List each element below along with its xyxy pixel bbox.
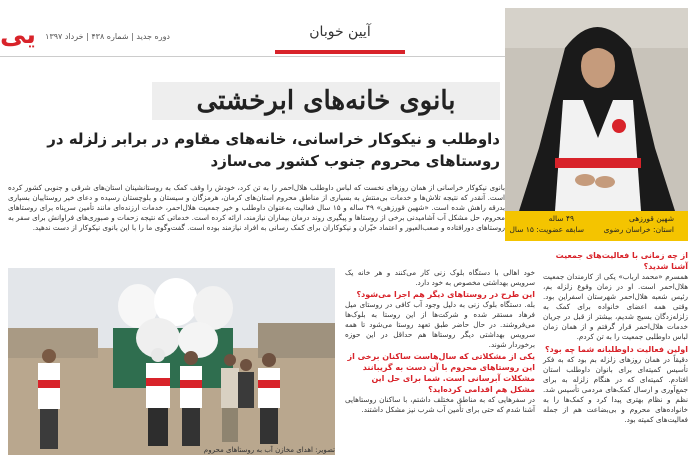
interview-answer: بله. دستگاه بلوک زنی به دلیل وجود آب کافی در روستای میل فرهاد مستقر شده و شرکت‌ها از این روستا به بلوک‌ها می‌فروشند. در حال حاضر طبق تعهد روستا می‌شود تا همه سرویس بهداشتی دیگر روستاها هم حداقل در این حوزه برخوردار شوند. [345, 300, 535, 349]
interview-middle-column [345, 268, 535, 455]
issue-line: دوره جدید | شماره ۴۳۸ | خرداد ۱۳۹۷ [45, 32, 170, 41]
subheadline: داوطلب و نیکوکار خراسانی، خانه‌های مقاوم در برابر زلزله در روستاهای محروم جنوب کشور می‌سازد [47, 130, 500, 170]
profile-tenure: سابقه عضویت: ۱۵ سال [509, 225, 584, 234]
section-rule [275, 50, 405, 54]
profile-province: استان: خراسان رضوی [603, 225, 674, 234]
profile-caption-box [505, 211, 688, 241]
profile-age: ۴۹ ساله [548, 214, 574, 223]
portrait-photo [505, 8, 688, 211]
interview-answer: در سفرهایی که به مناطق مختلف داشتم، با ساکنان روستاهایی آشنا شدم که حتی برای تأمین آب شرب نیز مشکل داشتند. [345, 395, 535, 414]
profile-name: شهین قورزهی [628, 214, 674, 223]
interview-question: یکی از مشکلاتی که سال‌هاست ساکنان برخی از این روستاهای محروم با آن دست به گریبانند مشکلات آبرسانی است. شما برای حل این مشکل هم اقدامی کرده‌اید؟ [347, 352, 535, 394]
interview-question: از چه زمانی با فعالیت‌های جمعیت آشنا شدید؟ [555, 251, 688, 271]
header-divider [0, 56, 530, 57]
article-photo [8, 268, 335, 455]
intro-paragraph: بانوی نیکوکار خراسانی از همان روزهای نخست که لباس داوطلب هلال‌احمر را به تن کرد، خودش را وقف کمک به روستانشینان استان‌های شرقی و جنوبی کشور کرده است. آنقدر که نتیجه تلاش‌ها و خدمات بی‌منتش به بسیاری از مناطق محروم استان‌های کرمان، هرمزگان و سیستان و بلوچستان رسیده و دعای خیر روستاییان بسیاری بدرقه راهش شده است. «شهین قورزهی» ۴۹ ساله و ۱۵ سال فعالیت به‌عنوان داوطلب و خیر جمعیت هلال‌احمر، خدمات ارزنده‌ای مانند تأمین سرپناه برای روستاهای محروم، حل مشکل آب آشامیدنی برخی از روستاها و پیگیری روند درمان بیماران نیازمند، ارائه کرده است. خدماتی که نتیجه زحمات و صبوری‌های فراوانش برای سفر به روستاهای دورافتاده و صعب‌العبور و اعتماد خیّران و نیکوکاران برای کمک رسانی به افراد نیازمند بوده است. گفت‌وگوی ما را با این بانوی نیکوکار از دست ندهید. [8, 183, 505, 232]
section-title: آیین خوبان [309, 24, 371, 40]
headline: بانوی خانه‌های ابرخشتی [196, 86, 456, 116]
photo-caption: تصویر: اهدای مخازن آب به روستاهای محروم [203, 446, 335, 454]
interview-right-column [543, 248, 688, 455]
interview-answer: خود اهالی با دستگاه بلوک زنی کار می‌کنند و هر خانه یک سرویس بهداشتی مخصوص به خود دارد. [345, 268, 535, 287]
interview-answer: همسرم «محمد ارباب» یکی از کارمندان جمعیت هلال‌احمر است. او در زمان وقوع زلزله بم، رئیس شعبه هلال‌احمر شهرستان اسفراین بود. وقتی همه اعضای خانواده برای کمک به زلزله‌زدگان بسیج شدیم، بیشتر از قبل در جریان خدمات هلال‌احمر قرار گرفتم و از همان زمان لباس داوطلبی جمعیت را به تن کردم. [543, 272, 688, 341]
interview-answer: دقیقاً در همان روزهای زلزله بم بود که به فکر تأسیس کمیته‌ای برای بانوان داوطلب استان افتادم. کمیته‌ای که در هنگام زلزله به برای جمع‌آوری و ارسال کمک‌های مردمی تأسیس شد. نظم و نظام بهتری پیدا کرد و کمک‌ها را به خانواده‌های محروم و بی‌بضاعت هم از جمله فعالیت‌های کمیته بود. [543, 355, 688, 424]
interview-question: این طرح در روستاهای دیگر هم اجرا می‌شود؟ [356, 290, 535, 299]
masthead-logo: یی [0, 20, 37, 50]
interview-question: اولین فعالیت داوطلبانه شما چه بود؟ [545, 345, 688, 354]
